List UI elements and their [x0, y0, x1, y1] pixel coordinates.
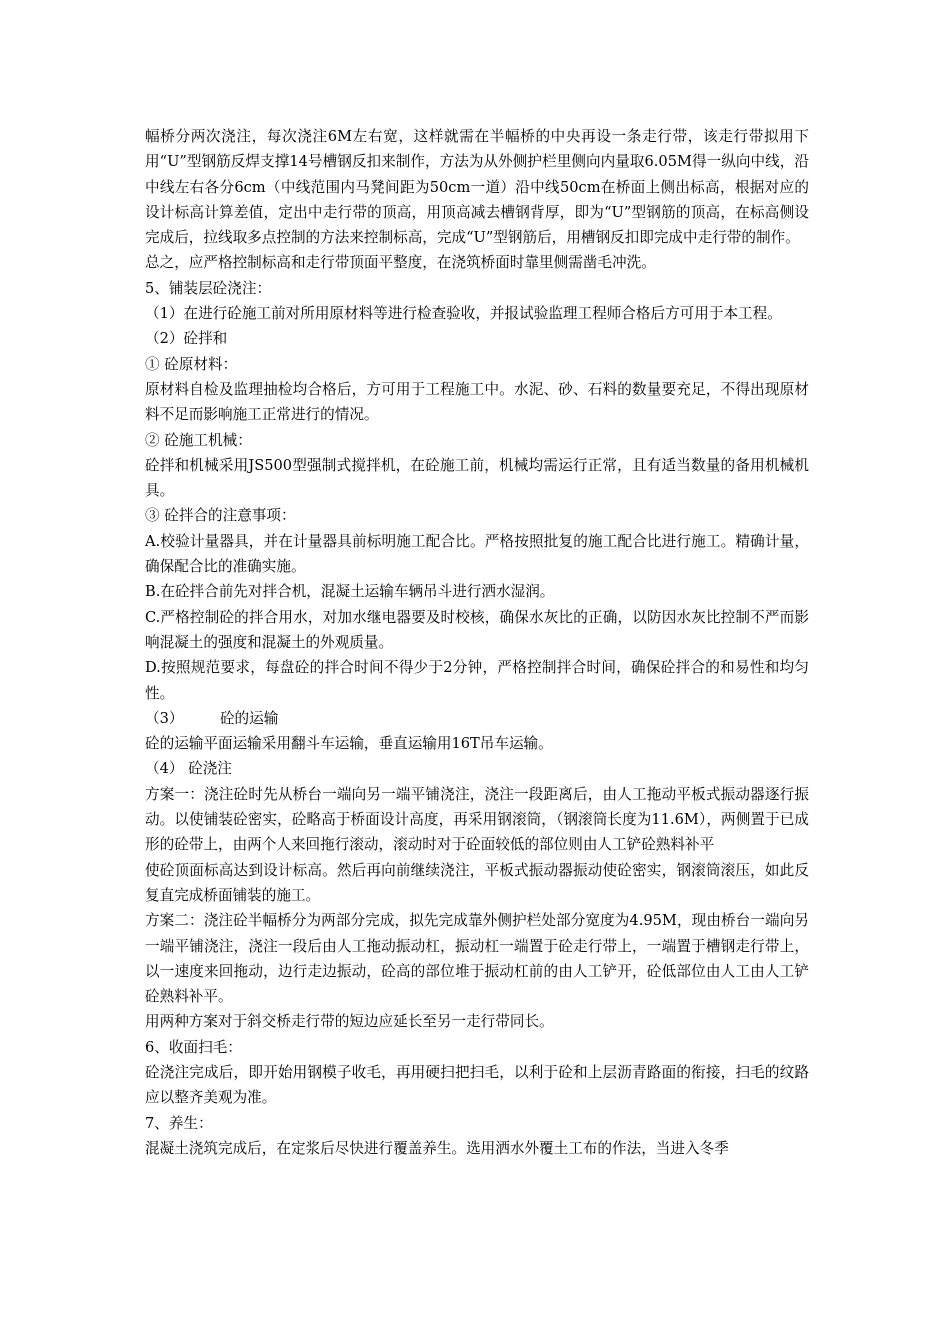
paragraph-plan-two: 方案二：浇注砼半幅桥分为两部分完成，拟先完成靠外侧护栏处部分宽度为4.95M，现由桥台一端向另一端平铺浇注，浇注一段后由人工拖动振动杠，振动杠一端置于砼走行带上，一端置于槽钢走行带上，以一速度来回拖动，边行走边振动，砼高的部位堆于振动杠前的由人工铲开，砼低部位由人工由人工铲砼熟料补平。: [145, 912, 809, 1006]
subsection-heading: （4） 砼浇注: [145, 760, 232, 778]
list-item: D.按照规范要求，每盘砼的拌合时间不得少于2分钟，严格控制拌合时间，确保砼拌合的和易性和均匀性。: [145, 659, 809, 702]
section-heading-6: 6、收面扫毛：: [145, 1038, 242, 1056]
paragraph-summary: 总之，应严格控制标高和走行带顶面平整度，在浇筑桥面时靠里侧需凿毛冲洗。: [145, 254, 656, 272]
paragraph: 混凝土浇筑完成后，在定浆后尽快进行覆盖养生。选用洒水外覆土工布的作法，当进入冬季: [145, 1139, 729, 1157]
section-heading-5: 5、铺装层砼浇注：: [145, 279, 272, 297]
paragraph-continuation: 幅桥分两次浇注，每次浇注6M左右宽，这样就需在半幅桥的中央再设一条走行带，该走行带拟用下用“U”型钢筋反焊支撑14号槽钢反扣来制作，方法为从外侧护栏里侧向内量取6.05M得一纵向中线，沿中线左右各分6cm（中线范围内马凳间距为50cm一道）沿中线50cm在桥面上侧出标高，根据对应的设计标高计算差值，定出中走行带的顶高，用顶高减去槽钢背厚，即为“U”型钢筋的顶高，在标高侧设完成后，拉线取多点控制的方法来控制标高，完成“U”型钢筋后，用槽钢反扣即完成中走行带的制作。: [145, 128, 809, 247]
list-item: B.在砼拌合前先对拌合机，混凝土运输车辆吊斗进行洒水湿润。: [145, 583, 555, 601]
paragraph: 砼浇注完成后，即开始用钢模子收毛，再用硬扫把扫毛，以利于砼和上层沥青路面的衔接，扫毛的纹路应以整齐美观为准。: [145, 1063, 809, 1107]
paragraph: 用两种方案对于斜交桥走行带的短边应延长至另一走行带同长。: [145, 1013, 554, 1031]
paragraph: 原材料自检及监理抽检均合格后，方可用于工程施工中。水泥、砂、石料的数量要充足，不得出现原材料不足而影响施工正常进行的情况。: [145, 380, 809, 424]
subsection-heading: （3） 砼的运输: [145, 709, 279, 727]
list-item: C.严格控制砼的拌合用水，对加水继电器要及时校核，确保水灰比的正确，以防因水灰比控制不严而影响混凝土的强度和混凝土的外观质量。: [145, 608, 809, 651]
document-body: [145, 124, 809, 1161]
list-item: A.校验计量器具，并在计量器具前标明施工配合比。严格按照批复的施工配合比进行施工。精确计量，确保配合比的准确实施。: [145, 532, 809, 576]
section-heading-7: 7、养生：: [145, 1114, 213, 1132]
numbered-item-heading: ② 砼施工机械：: [145, 431, 252, 449]
paragraph: 砼拌和机械采用JS500型强制式搅拌机，在砼施工前，机械均需运行正常，且有适当数量的备用机械机具。: [145, 456, 809, 500]
list-item: （1）在进行砼施工前对所用原材料等进行检查验收，并报试验监理工程师合格后方可用于本工程。: [145, 305, 782, 323]
paragraph: 使砼顶面标高达到设计标高。然后再向前继续浇注，平板式振动器振动使砼密实，钢滚筒滚压，如此反复直完成桥面铺装的施工。: [145, 861, 809, 904]
subsection-heading: （2）砼拌和: [145, 330, 228, 348]
numbered-item-heading: ① 砼原材料：: [145, 355, 238, 373]
numbered-item-heading: ③ 砼拌合的注意事项：: [145, 507, 296, 525]
paragraph-plan-one: 方案一：浇注砼时先从桥台一端向另一端平铺浇注，浇注一段距离后，由人工拖动平板式振动器逐行振动。以使铺装砼密实，砼略高于桥面设计高度，再采用钢滚筒，（钢滚筒长度为11.6M），两侧置于已成形的砼带上，由两个人来回拖行滚动，滚动时对于砼面较低的部位则由人工铲砼熟料补平: [145, 785, 809, 854]
paragraph: 砼的运输平面运输采用翻斗车运输，垂直运输用16T吊车运输。: [145, 735, 553, 753]
